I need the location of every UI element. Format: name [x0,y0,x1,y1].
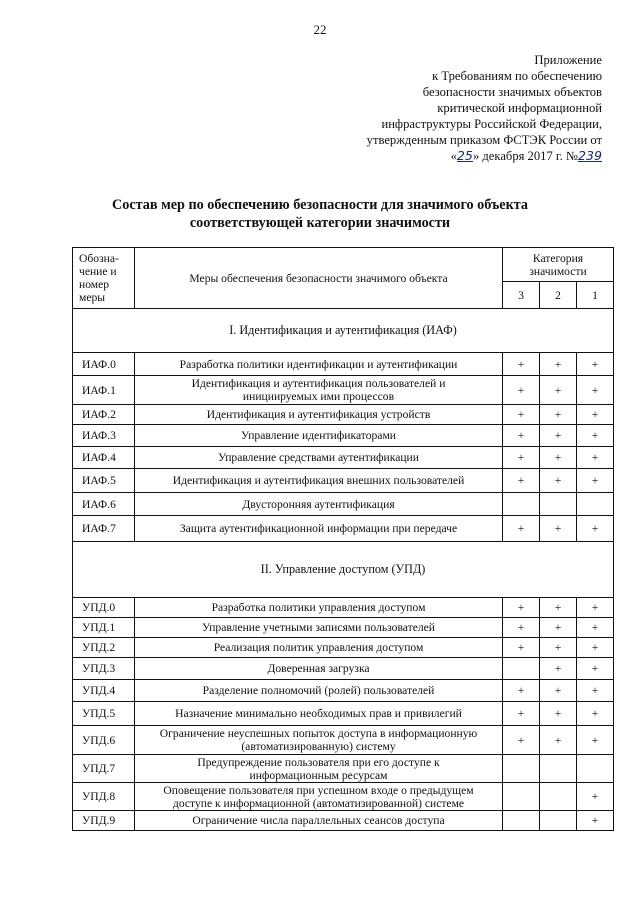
measure-name [135,493,503,516]
table-row [73,469,614,493]
measure-name [135,783,503,811]
category-3-mark: + [503,516,540,542]
table-row [73,516,614,542]
appendix-line: к Требованиям по обеспечению [432,69,602,83]
category-2-mark: + [540,469,577,493]
appendix-line: Приложение [534,53,602,67]
table-row [73,783,614,811]
header-measures: Меры обеспечения безопасности значимого объекта [135,248,503,309]
header-cat-3: 3 [503,282,540,309]
order-number-handwritten: 239 [577,148,602,163]
category-3-mark: + [503,425,540,447]
measure-code: УПД.7 [73,755,135,783]
measure-name [135,405,503,425]
category-1-mark: + [577,598,614,618]
measure-name [135,618,503,638]
measure-name [135,755,503,783]
table-row [73,618,614,638]
measure-name-line: Разработка политики управления доступом [211,601,426,614]
measure-name-line: Реализация политик управления доступом [213,641,424,654]
measure-code: ИАФ.5 [73,469,135,493]
category-2-mark: + [540,702,577,726]
category-3-mark: + [503,376,540,405]
category-2-mark: + [540,658,577,680]
measure-name-line: Двусторонняя аутентификация [242,497,395,511]
category-2-mark [540,811,577,831]
category-1-mark: + [577,680,614,702]
category-1-mark [577,493,614,516]
measure-name-line: Предупреждение пользователя при его доступе к [197,755,440,769]
category-2-mark: + [540,638,577,658]
appendix-line: утвержденным приказом ФСТЭК России от [366,133,602,147]
table-row [73,811,614,831]
category-1-mark: + [577,405,614,425]
header-cat-1: 1 [577,282,614,309]
table-row [73,726,614,755]
title-line-2: соответствующей категории значимости [189,215,451,231]
category-1-mark: + [577,726,614,755]
document-title [0,196,640,232]
category-1-mark: + [577,811,614,831]
table-row [73,425,614,447]
category-3-mark: + [503,598,540,618]
measure-name-line: информационным ресурсам [249,768,388,782]
page-number: 22 [313,22,327,37]
measure-name [135,425,503,447]
appendix-line: критической информационной [437,101,602,115]
measure-name [135,376,503,405]
category-1-mark: + [577,638,614,658]
measure-name [135,702,503,726]
category-2-mark: + [540,680,577,702]
measure-code: УПД.0 [73,598,135,618]
category-1-mark: + [577,783,614,811]
measure-name-line: инициируемых ими процессов [242,390,395,403]
measure-code: ИАФ.3 [73,425,135,447]
section-title: II. Управление доступом (УПД) [73,542,614,598]
category-2-mark [540,493,577,516]
measure-name-line: Идентификация и аутентификация внешних пользователей [172,474,465,487]
measure-name-line: Управление учетными записями пользователей [202,621,435,634]
measure-code: УПД.6 [73,726,135,755]
category-2-mark: + [540,516,577,542]
category-3-mark [503,658,540,680]
measure-name [135,658,503,680]
table-row [73,702,614,726]
measure-name-line: Оповещение пользователя при успешном входе о предыдущем [163,783,474,797]
appendix-line: инфраструктуры Российской Федерации, [381,117,602,131]
measure-name-line: Назначение минимально необходимых прав и привилегий [175,707,462,720]
category-1-mark: + [577,658,614,680]
category-1-mark: + [577,702,614,726]
measure-name [135,726,503,755]
category-2-mark: + [540,376,577,405]
category-3-mark [503,493,540,516]
table-row [73,598,614,618]
table-row [73,755,614,783]
category-3-mark: + [503,680,540,702]
measure-name-line: Доверенная загрузка [267,662,370,675]
category-3-mark [503,811,540,831]
measure-code: УПД.4 [73,680,135,702]
header-code-line: номер [79,278,110,291]
category-3-mark: + [503,353,540,376]
category-2-mark: + [540,598,577,618]
measure-name-line: Защита аутентификационной информации при передаче [179,522,458,535]
measure-name [135,598,503,618]
measure-name-line: (автоматизированную) систему [241,740,396,753]
header-cat-2: 2 [540,282,577,309]
category-2-mark: + [540,425,577,447]
category-2-mark: + [540,405,577,425]
section-row [73,309,614,353]
measure-name-line: Управление средствами аутентификации [218,451,419,464]
measure-code: УПД.3 [73,658,135,680]
measure-code: ИАФ.6 [73,493,135,516]
category-3-mark: + [503,447,540,469]
category-1-mark: + [577,425,614,447]
table-row [73,493,614,516]
measure-name-line: Идентификация и аутентификация устройств [206,408,431,421]
measure-name-line: Идентификация и аутентификация пользователей и [191,377,446,390]
category-1-mark: + [577,447,614,469]
category-3-mark [503,755,540,783]
header-code-line: меры [79,291,106,304]
measure-name-line: Разработка политики идентификации и аутентификации [179,357,458,371]
measure-code: УПД.9 [73,811,135,831]
measure-code: УПД.5 [73,702,135,726]
date-rest: » декабря 2017 г. № [472,149,578,163]
measure-name [135,811,503,831]
category-2-mark: + [540,353,577,376]
measure-name-line: Разделение полномочий (ролей) пользователей [202,684,435,697]
category-1-mark: + [577,469,614,493]
table-row [73,447,614,469]
section-title: I. Идентификация и аутентификация (ИАФ) [73,309,614,353]
measure-name-line: Ограничение неуспешных попыток доступа в информационную [159,727,478,740]
category-3-mark: + [503,618,540,638]
category-3-mark: + [503,702,540,726]
table-body [73,309,614,831]
category-3-mark: + [503,638,540,658]
measure-name [135,516,503,542]
appendix-block [302,52,602,164]
category-3-mark: + [503,726,540,755]
date-open-quote: « [450,149,457,163]
measure-name [135,638,503,658]
section-row [73,542,614,598]
measure-name-line: Ограничение числа параллельных сеансов доступа [192,814,445,827]
table-row [73,680,614,702]
measure-code: ИАФ.1 [73,376,135,405]
measure-name-line: доступе к информационной (автоматизированной) системе [172,796,465,810]
title-line-1: Состав мер по обеспечению безопасности для значимого объекта [111,197,528,213]
category-1-mark: + [577,353,614,376]
category-3-mark [503,783,540,811]
category-3-mark: + [503,405,540,425]
appendix-line: безопасности значимых объектов [422,85,602,99]
category-1-mark: + [577,516,614,542]
category-1-mark: + [577,376,614,405]
measures-table [72,247,614,831]
measure-code: УПД.1 [73,618,135,638]
table-row [73,353,614,376]
measure-name [135,469,503,493]
table-row [73,376,614,405]
category-2-mark: + [540,447,577,469]
header-code-line: Обозна- [79,252,119,265]
measure-name [135,680,503,702]
table-row [73,658,614,680]
table-row [73,638,614,658]
header-code-line: чение и [79,265,117,278]
category-3-mark: + [503,469,540,493]
measure-code: ИАФ.2 [73,405,135,425]
measure-code: ИАФ.7 [73,516,135,542]
appendix-date-line [302,148,602,164]
measure-name [135,447,503,469]
measure-name [135,353,503,376]
measure-code: УПД.8 [73,783,135,811]
category-1-mark [577,755,614,783]
header-category: Категория значимости [503,248,614,282]
date-day-handwritten: 25 [456,148,473,163]
category-1-mark: + [577,618,614,638]
measure-code: ИАФ.4 [73,447,135,469]
header-code [73,248,135,309]
measure-name-line: Управление идентификаторами [241,429,396,442]
category-2-mark: + [540,726,577,755]
table-row [73,405,614,425]
measure-code: ИАФ.0 [73,353,135,376]
category-2-mark [540,783,577,811]
measure-code: УПД.2 [73,638,135,658]
category-2-mark: + [540,618,577,638]
category-2-mark [540,755,577,783]
